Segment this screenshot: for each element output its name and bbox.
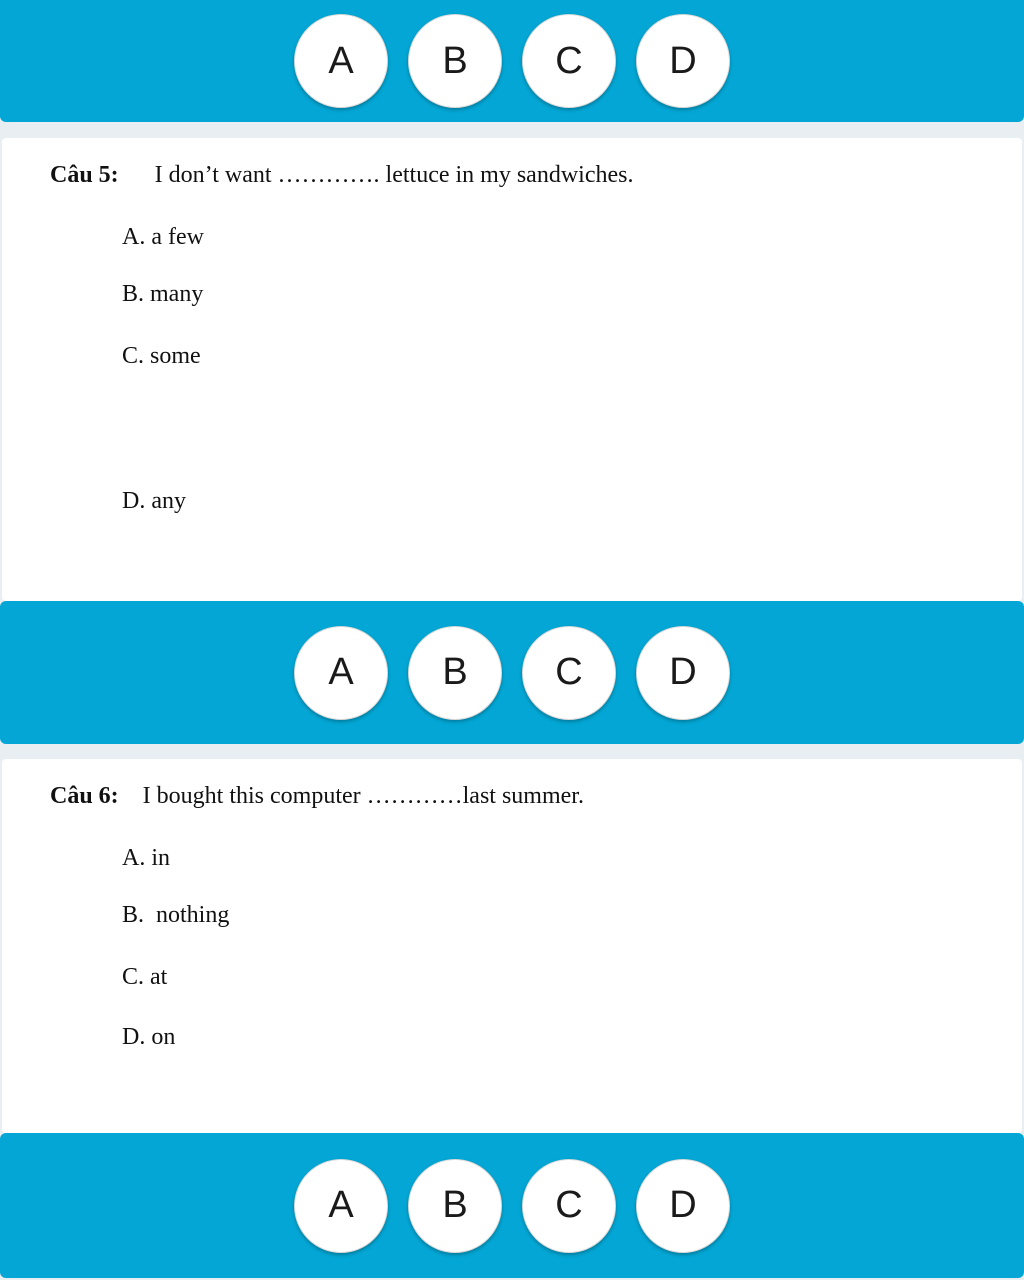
option-b: B. nothing — [122, 902, 230, 928]
question-number: Câu 5: — [50, 162, 119, 188]
option-d: D. any — [122, 488, 186, 514]
answer-buttons — [294, 1159, 730, 1253]
answer-d-button[interactable]: D — [636, 1159, 730, 1253]
answer-c-button[interactable]: C — [522, 14, 616, 108]
option-a: A. a few — [122, 224, 204, 250]
answer-bar-top — [0, 0, 1024, 122]
answer-b-button[interactable]: B — [408, 14, 502, 108]
answer-a-button[interactable]: A — [294, 1159, 388, 1253]
answer-bar-middle — [0, 601, 1024, 744]
answer-buttons — [294, 626, 730, 720]
answer-b-button[interactable]: B — [408, 626, 502, 720]
option-b: B. many — [122, 281, 204, 307]
answer-d-button[interactable]: D — [636, 14, 730, 108]
option-c: C. at — [122, 964, 168, 990]
question-card-6 — [2, 759, 1022, 1133]
option-d: D. on — [122, 1024, 176, 1050]
question-line — [50, 162, 633, 189]
answer-b-button[interactable]: B — [408, 1159, 502, 1253]
answer-a-button[interactable]: A — [294, 626, 388, 720]
question-text: I don’t want …………. lettuce in my sandwiches. — [154, 162, 634, 188]
answer-buttons — [294, 14, 730, 108]
answer-d-button[interactable]: D — [636, 626, 730, 720]
option-a: A. in — [122, 845, 170, 871]
option-c: C. some — [122, 343, 201, 369]
question-line — [50, 783, 584, 810]
answer-c-button[interactable]: C — [522, 626, 616, 720]
answer-a-button[interactable]: A — [294, 14, 388, 108]
question-number: Câu 6: — [50, 783, 119, 809]
answer-c-button[interactable]: C — [522, 1159, 616, 1253]
question-text: I bought this computer …………last summer. — [142, 783, 584, 809]
question-card-5 — [2, 138, 1022, 601]
answer-bar-bottom — [0, 1133, 1024, 1278]
